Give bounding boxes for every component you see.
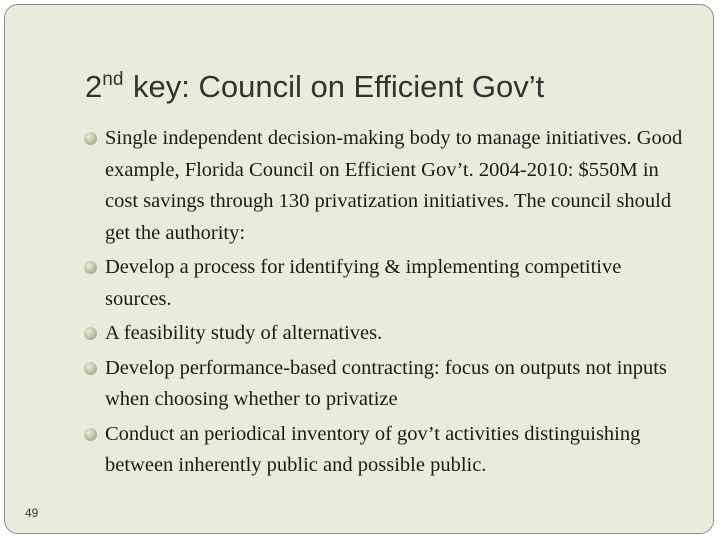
bullet-dot-icon xyxy=(84,362,97,375)
bullet-item xyxy=(83,353,689,416)
bullet-item xyxy=(83,419,689,482)
bullet-text: Conduct an periodical inventory of gov’t activities distinguishing between inherently public and possible public. xyxy=(105,422,641,476)
bullet-item xyxy=(83,123,689,249)
slide xyxy=(4,4,714,534)
bullet-text: Develop a process for identifying & implementing competitive sources. xyxy=(105,256,622,310)
bullet-text: A feasibility study of alternatives. xyxy=(105,322,383,344)
title-superscript: nd xyxy=(102,69,124,90)
slide-title xyxy=(85,69,544,110)
title-rest: key: Council on Efficient Gov’t xyxy=(124,69,545,104)
bullet-dot-icon xyxy=(84,327,97,340)
bullet-item xyxy=(83,318,689,350)
bullet-dot-icon xyxy=(84,261,97,274)
bullet-dot-icon xyxy=(84,132,97,145)
bullet-text: Develop performance-based contracting: focus on outputs not inputs when choosing whether to privatize xyxy=(105,356,667,410)
bullet-dot-icon xyxy=(84,428,97,441)
title-prefix: 2 xyxy=(85,69,103,104)
bullet-text: Single independent decision-making body to manage initiatives. Good example, Florida Council on Efficient Gov’t. 2004-2010: $550M in cost savings through 130 privatization initiatives. The council should get the authority: xyxy=(105,127,683,244)
page-number: 49 xyxy=(25,506,39,520)
bullet-list xyxy=(83,123,689,485)
bullet-item xyxy=(83,252,689,315)
